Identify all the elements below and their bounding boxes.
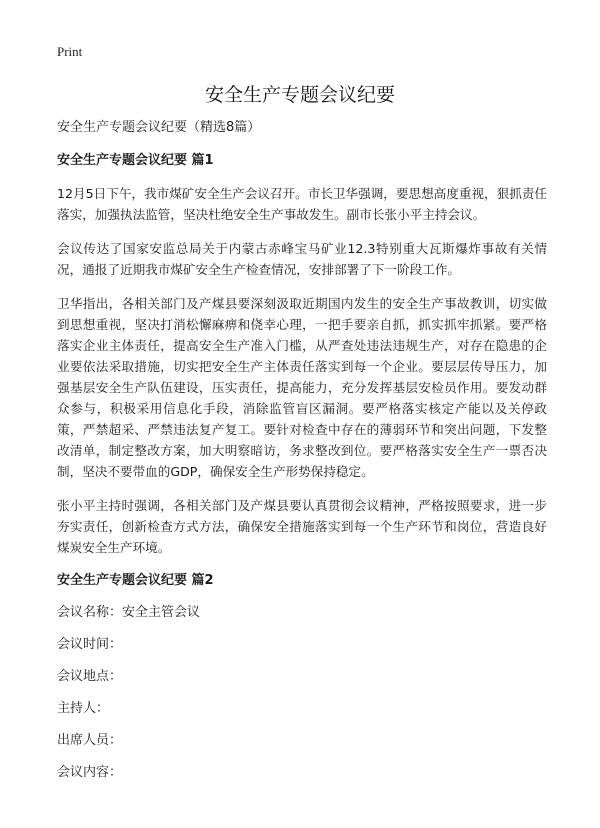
page-title: 安全生产专题会议纪要 — [204, 84, 395, 106]
section-heading: 安全生产专题会议纪要 篇1 — [57, 153, 214, 168]
paragraph: 张小平主持时强调，各相关部门及产煤县要认真贯彻会议精神，严格按照要求，进一步夯实责任，创新检查方式方法，确保安全措施落实到每一个生产环节和岗位，营造良好煤炭安全生产环境。 — [57, 498, 547, 555]
host-field: 主持人： — [57, 701, 110, 716]
section-2 — [57, 571, 547, 783]
document-subtitle: 安全生产专题会议纪要（精选8篇） — [57, 120, 261, 135]
meeting-content-field: 会议内容： — [57, 765, 123, 780]
paragraph: 12月5日下午，我市煤矿安全生产会议召开。市长卫华强调，要思想高度重视，狠抓责任落实，加强执法监管，坚决杜绝安全生产事故发生。副市长张小平主持会议。 — [57, 186, 548, 222]
paragraph: 卫华指出，各相关部门及产煤县要深刻汲取近期国内发生的安全生产事故教训，切实做到思想重视，坚决打消松懈麻痹和侥幸心理，一把手要亲自抓，抓实抓牢抓紧。要严格落实企业主体责任，提高安全生产准入门槛，从严查处违法违规生产，对存在隐患的企业要依法采取措施，切实把安全生产主体责任落实到每一个企业。要层层传导压力，加强基层安全生产队伍建设，压实责任，提高能力，充分发挥基层安检员作用。要发动群众参与，积极采用信息化手段，消除监管盲区漏洞。要严格落实核定产能以及关停政策，严禁超采、严禁违法复产复工。要针对检查中存在的薄弱环节和突出问题，下发整改清单，制定整改方案，加大明察暗访，务求整改到位。要严格落实安全生产一票否决制，坚决不要带血的GDP，确保安全生产形势保持稳定。 — [57, 296, 547, 479]
meeting-location-field: 会议地点： — [57, 669, 123, 684]
print-link[interactable]: Print — [57, 44, 83, 59]
meeting-name-field: 会议名称：安全主管会议 — [57, 605, 201, 620]
section-1 — [57, 151, 547, 558]
document-body — [57, 118, 547, 795]
paragraph: 会议传达了国家安监总局关于内蒙古赤峰宝马矿业12.3特别重大瓦斯爆炸事故有关情况，通报了近期我市煤矿安全生产检查情况，安排部署了下一阶段工作。 — [57, 241, 547, 277]
attendees-field: 出席人员： — [57, 733, 123, 748]
section-heading: 安全生产专题会议纪要 篇2 — [57, 573, 214, 588]
meeting-time-field: 会议时间： — [57, 637, 123, 652]
